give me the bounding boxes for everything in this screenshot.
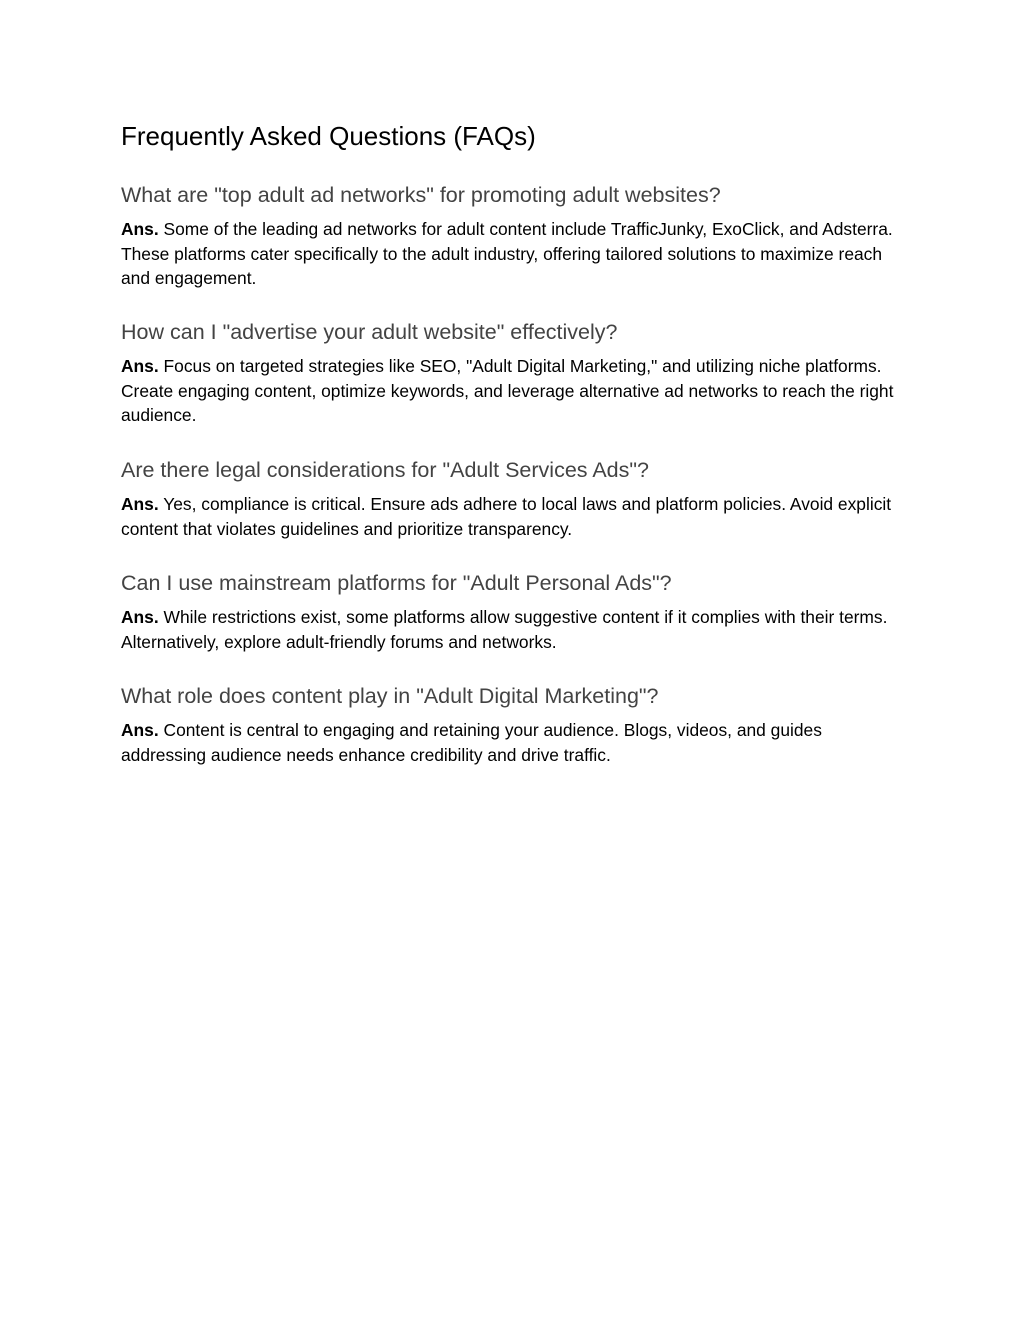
faq-question: What role does content play in "Adult Digital Marketing"? bbox=[121, 684, 659, 708]
faq-answer bbox=[121, 718, 911, 767]
faq-item bbox=[121, 569, 911, 654]
answer-label: Ans. bbox=[121, 219, 159, 239]
answer-text: Content is central to engaging and retaining your audience. Blogs, videos, and guides addressing audience needs enhance credibility and drive traffic. bbox=[121, 720, 822, 765]
faq-answer bbox=[121, 217, 911, 291]
faq-question: How can I "advertise your adult website" effectively? bbox=[121, 320, 618, 344]
faq-question: What are "top adult ad networks" for promoting adult websites? bbox=[121, 183, 721, 207]
faq-item bbox=[121, 456, 911, 541]
page-title: Frequently Asked Questions (FAQs) bbox=[121, 121, 536, 151]
faq-question: Can I use mainstream platforms for "Adult Personal Ads"? bbox=[121, 571, 672, 595]
answer-text: Yes, compliance is critical. Ensure ads adhere to local laws and platform policies. Avoid explicit content that violates guidelines and prioritize transparency. bbox=[121, 494, 892, 539]
answer-label: Ans. bbox=[121, 720, 159, 740]
faq-item bbox=[121, 318, 911, 428]
answer-text: Focus on targeted strategies like SEO, "Adult Digital Marketing," and utilizing niche platforms. Create engaging content, optimize keywords, and leverage alternative ad networks to reach the right audience. bbox=[121, 356, 894, 425]
answer-label: Ans. bbox=[121, 494, 159, 514]
answer-text: While restrictions exist, some platforms allow suggestive content if it complies with their terms. Alternatively, explore adult-friendly forums and networks. bbox=[121, 607, 888, 652]
answer-text: Some of the leading ad networks for adult content include TrafficJunky, ExoClick, and Adsterra. These platforms cater specifically to the adult industry, offering tailored solutions to maximize reach and engagement. bbox=[121, 219, 893, 288]
faq-item bbox=[121, 181, 911, 291]
answer-label: Ans. bbox=[121, 607, 159, 627]
faq-answer bbox=[121, 492, 911, 541]
faq-question: Are there legal considerations for "Adult Services Ads"? bbox=[121, 458, 649, 482]
answer-label: Ans. bbox=[121, 356, 159, 376]
faq-answer bbox=[121, 354, 911, 428]
faq-item bbox=[121, 682, 911, 767]
faq-answer bbox=[121, 605, 911, 654]
